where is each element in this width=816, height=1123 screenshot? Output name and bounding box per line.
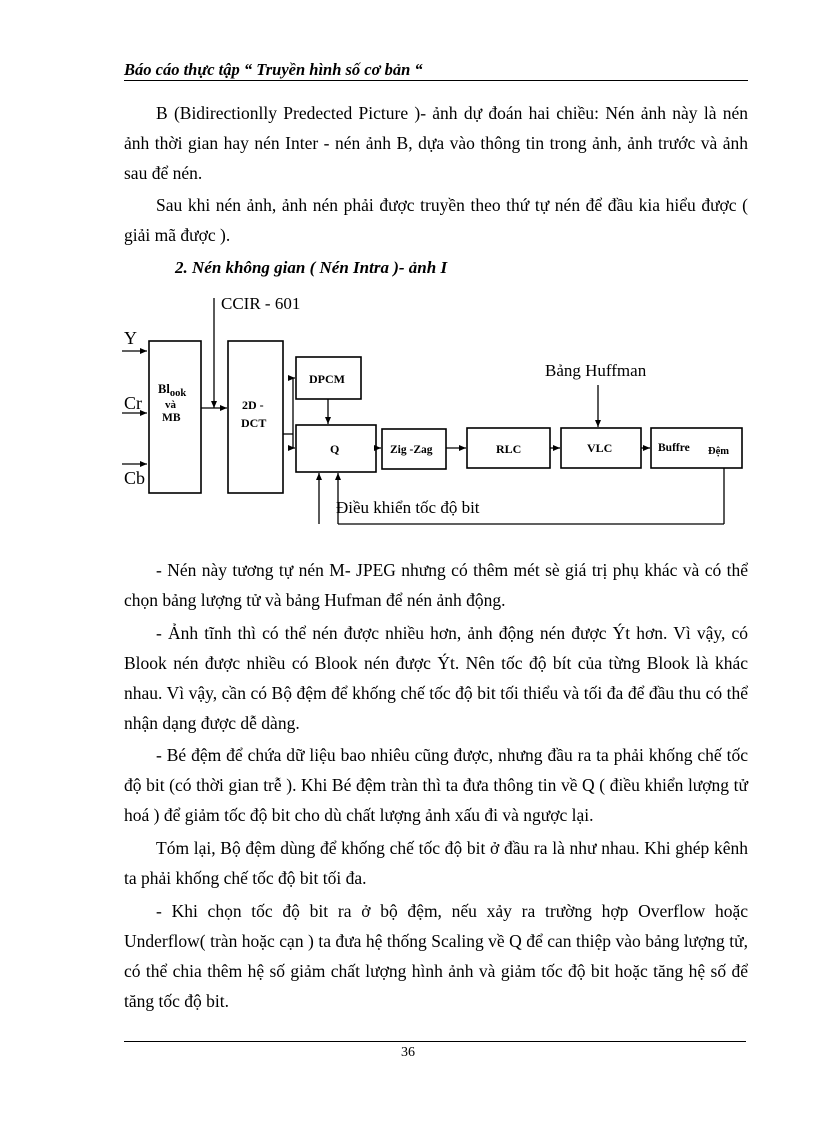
rate-control-label: Điều khiển tốc độ bit [336, 498, 480, 517]
section-heading: 2. Nén không gian ( Nén Intra )- ảnh I [175, 258, 448, 277]
input-cb-label: Cb [124, 468, 146, 488]
intra-compression-block-diagram [118, 288, 758, 528]
input-y-label: Y [124, 328, 137, 348]
vlc-label: VLC [587, 441, 613, 455]
paragraph-buffer: - Bé đệm để chứa dữ liệu bao nhiêu cũng được, nhưng đầu ra ta phải khống chế tốc độ bit (có thời gian trễ ). Khi Bé đệm tràn thì ta đưa thông tin về Q ( điều khiển lượng tử hoá ) để giảm tốc độ bit cho dù chất lượng ảnh xấu đi và ngược lại. [124, 745, 748, 825]
paragraph-transmission-order: Sau khi nén ảnh, ảnh nén phải được truyền theo thứ tự nén để đầu kia hiểu được ( giải mã được ). [124, 195, 748, 245]
q-label: Q [330, 442, 340, 456]
paragraph-static-vs-motion: - Ảnh tĩnh thì có thể nén được nhiều hơn, ảnh động nén được Ýt hơn. Vì vậy, có Blook nén được nhiều có Blook nén được Ýt. Nên tốc độ bít của từng Blook là khác nhau. Vì vậy, cần có Bộ đệm để khống chế tốc độ bit tối thiểu và tối đa để đầu thu có thể nhận dạng được dễ dàng. [124, 623, 748, 733]
block-mb-label-main: Bl [158, 382, 170, 396]
zigzag-label: Zig -Zag [390, 444, 433, 456]
dpcm-label: DPCM [309, 372, 345, 386]
running-header: Báo cáo thực tập “ Truyền hình số cơ bản “ [124, 60, 423, 79]
paragraph-overflow: - Khi chọn tốc độ bit ra ở bộ đệm, nếu xảy ra trường hợp Overflow hoặc Underflow( tràn hoặc cạn ) ta đưa hệ thống Scaling về Q để can thiệp vào bảng lượng tử, có thể chia thêm hệ số giảm chất lượng hình ảnh và giảm tốc độ bit hoặc tăng hệ số để tăng tốc độ bit. [124, 901, 748, 1011]
page-number: 36 [401, 1045, 415, 1060]
paragraph-mjpeg: - Nén này tương tự nén M- JPEG nhưng có thêm mét sè giá trị phụ khác và có thể chọn bảng lượng tử và bảng Hufman để nén ảnh động. [124, 560, 748, 610]
block-mb-label-mb: MB [162, 412, 181, 424]
input-cr-label: Cr [124, 393, 142, 413]
svg-text:Blook [158, 382, 186, 399]
paragraph-summary: Tóm lại, Bộ đệm dùng để khống chế tốc độ bit ở đầu ra là như nhau. Khi ghép kênh ta phải khống chế tốc độ bit tối đa. [124, 838, 748, 888]
header-rule [124, 80, 748, 81]
dct-label-line1: 2D - [242, 398, 264, 412]
huffman-label: Bảng Huffman [545, 361, 647, 380]
block-mb-label-and: và [165, 399, 176, 411]
paragraph-b-picture: B (Bidirectionlly Predected Picture )- ảnh dự đoán hai chiều: Nén ảnh này là nén ảnh thời gian hay nén Inter - nén ảnh B, dựa vào thông tin trong ảnh, ảnh trước và ảnh sau để nén. [124, 103, 748, 183]
block-mb-label-sub: ook [169, 388, 187, 399]
footer-rule [124, 1041, 746, 1042]
ccir-label: CCIR - 601 [221, 294, 301, 313]
dct-label-line2: DCT [241, 416, 267, 430]
rlc-label: RLC [496, 442, 522, 456]
buffer-sub-label: Đệm [708, 446, 729, 457]
buffer-label: Buffre [658, 442, 690, 454]
